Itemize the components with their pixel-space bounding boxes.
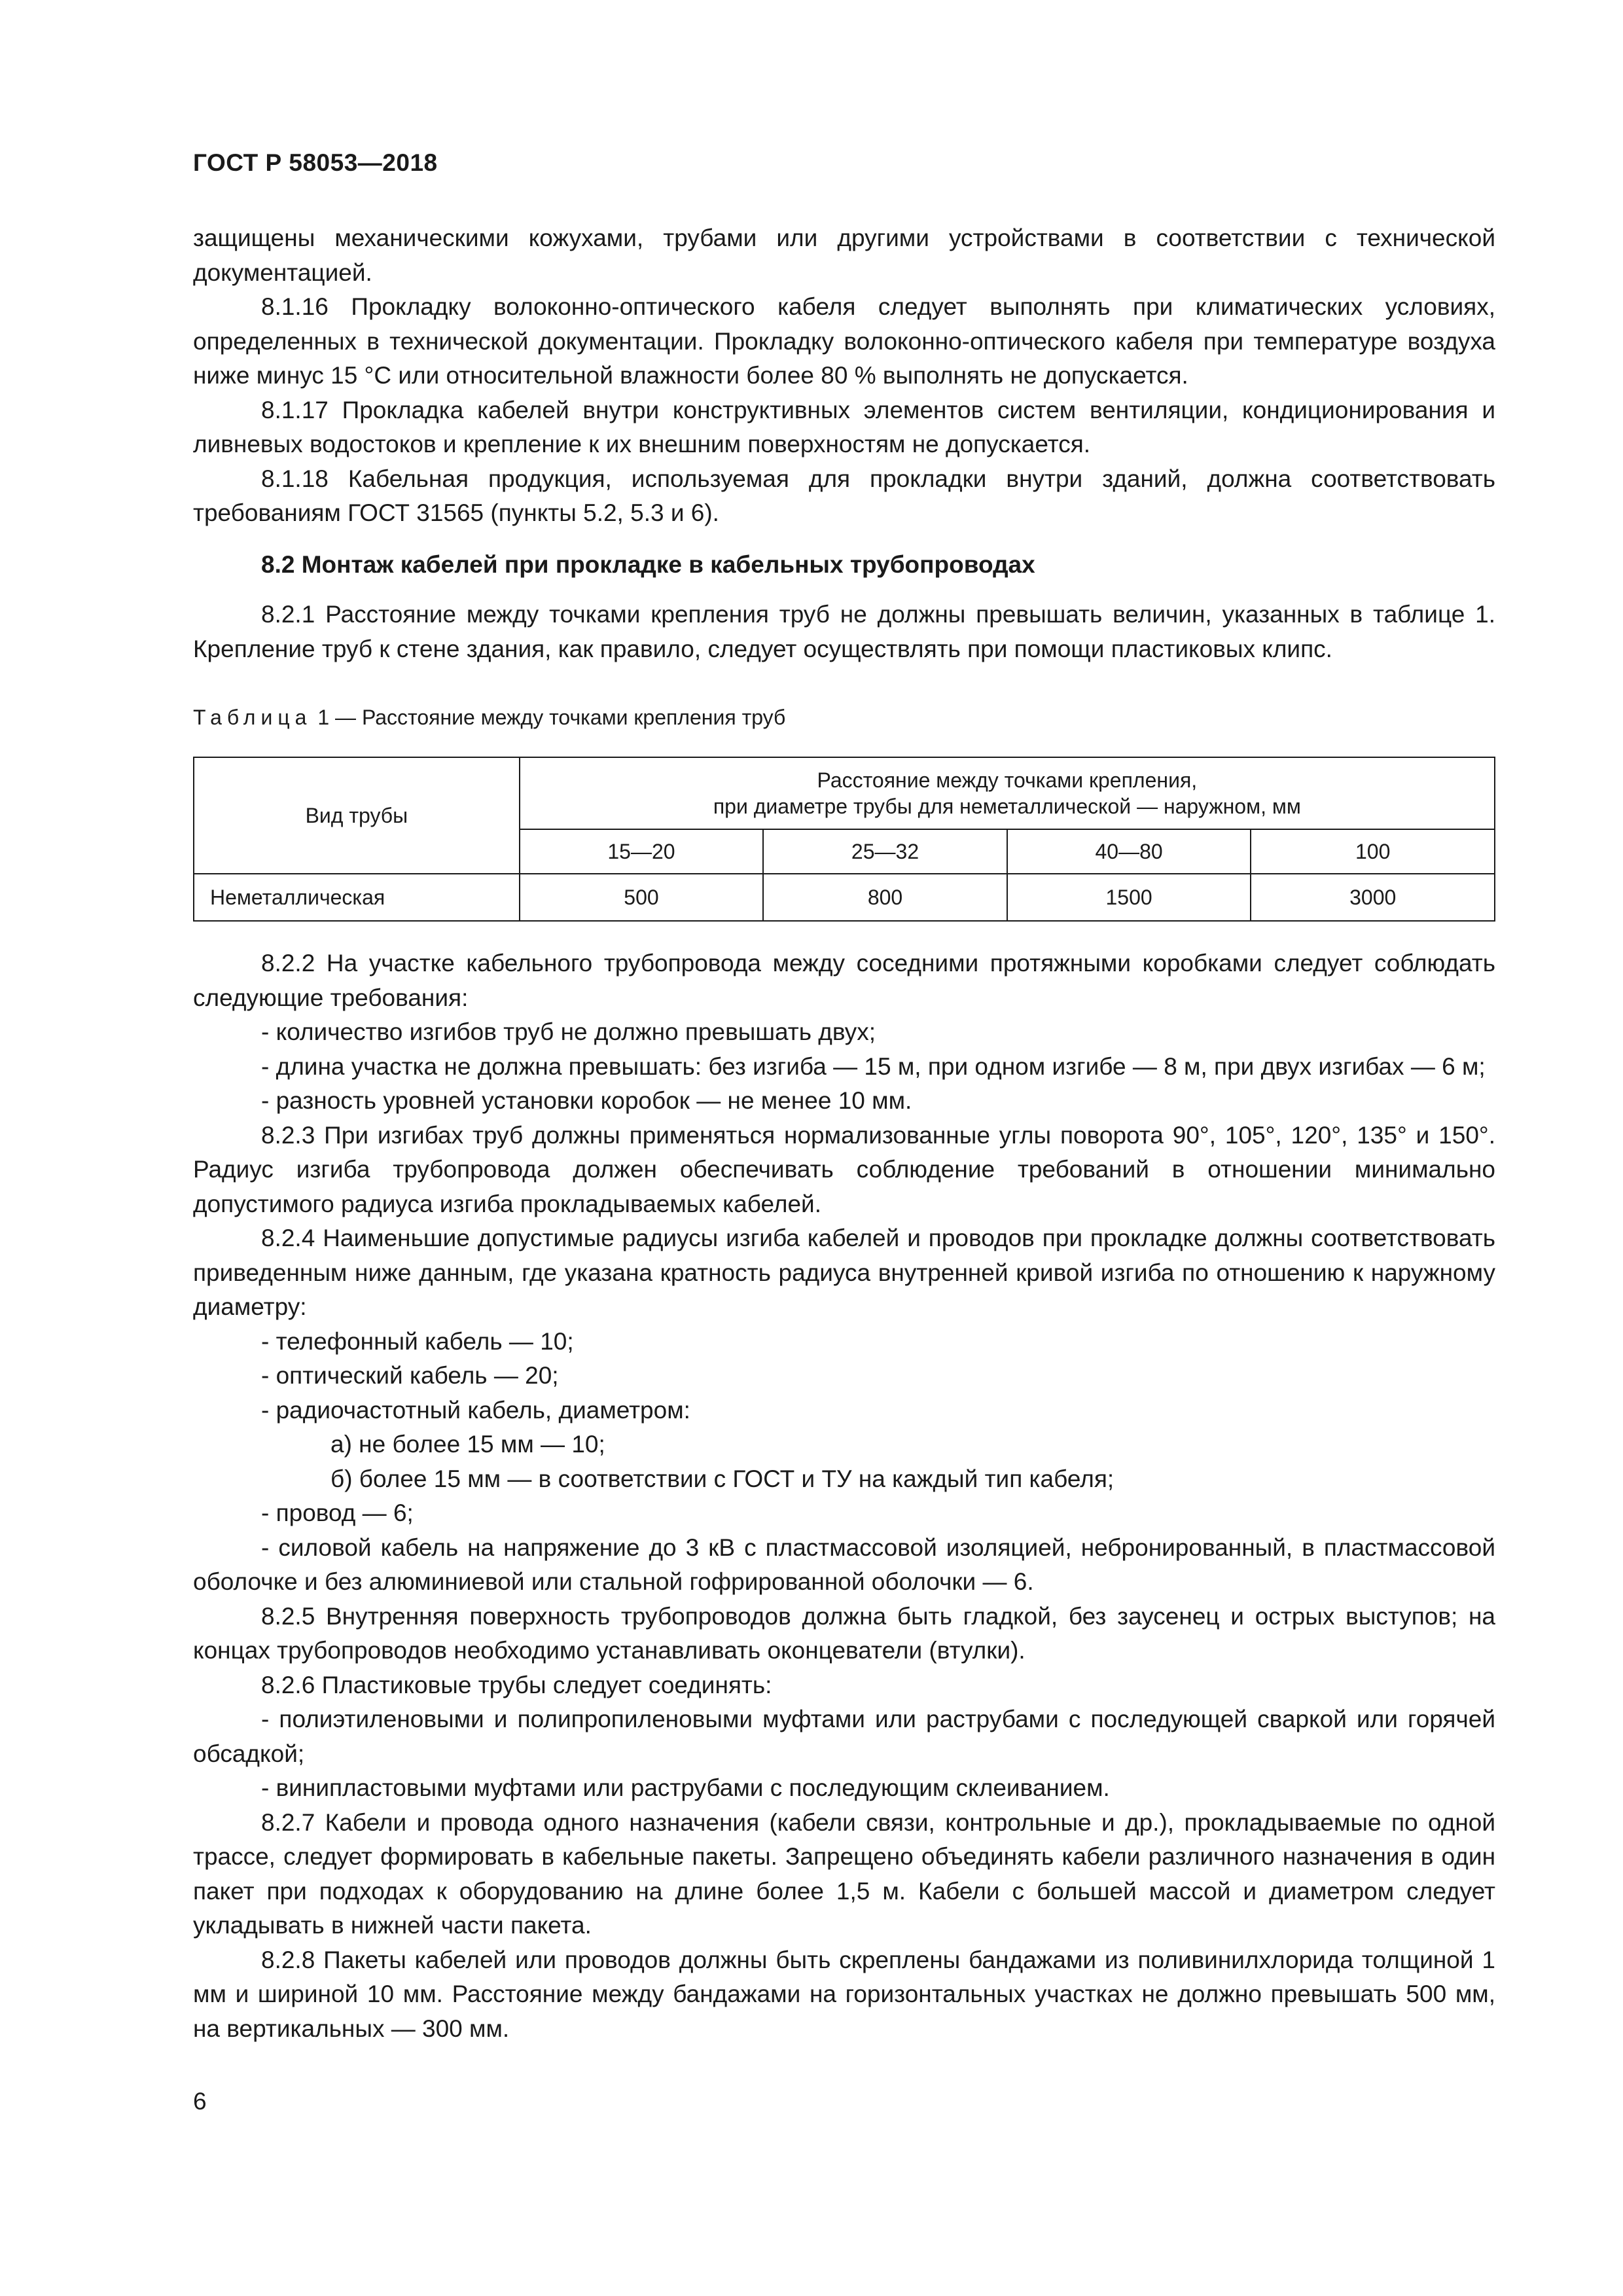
table-caption-label: Таблица [193,706,312,729]
document-header: ГОСТ Р 58053—2018 [193,149,438,176]
table-cell: 1500 [1007,874,1251,921]
page-number: 6 [193,2088,207,2115]
table-cell: 3000 [1251,874,1495,921]
paragraph-8-2-6: 8.2.6 Пластиковые трубы следует соединять: [261,1671,772,1698]
list-item: - количество изгибов труб не должно превышать двух; [261,1018,876,1045]
table-subheader-cell: 25—32 [763,829,1007,874]
list-item: - радиочастотный кабель, диаметром: [261,1396,690,1424]
sub-list-item: а) не более 15 мм — 10; [330,1431,605,1458]
paragraph-8-2-4: 8.2.4 Наименьшие допустимые радиусы изгиба кабелей и проводов при прокладке должны соответствовать приведенным ниже данным, где указана кратность радиуса внутренней кривой изгиба по отношению к наружному диаметру: [193,1225,1495,1320]
list-item: - полиэтиленовыми и полипропиленовыми муфтами или раструбами с последующей сваркой или горячей обсадкой; [193,1706,1495,1767]
distance-header-line2: при диаметре трубы для неметаллической — наружном, мм [713,795,1301,818]
table-cell: 800 [763,874,1007,921]
spacing-table [193,757,1495,922]
paragraph-8-2-5: 8.2.5 Внутренняя поверхность трубопроводов должна быть гладкой, без заусенец и острых выступов; на концах трубопроводов необходимо устанавливать оконцеватели (втулки). [193,1602,1495,1664]
sub-list-item: б) более 15 мм — в соответствии с ГОСТ и ТУ на каждый тип кабеля; [330,1465,1115,1492]
section-heading: 8.2 Монтаж кабелей при прокладке в кабельных трубопроводах [261,550,1035,578]
paragraph-8-2-2: 8.2.2 На участке кабельного трубопровода между соседними протяжными коробками следует соблюдать следующие требования: [193,950,1495,1011]
list-item: - разность уровней установки коробок — не менее 10 мм. [261,1087,912,1114]
paragraph-8-1-18: 8.1.18 Кабельная продукция, используемая для прокладки внутри зданий, должна соответствовать требованиям ГОСТ 31565 (пункты 5.2, 5.3 и 6). [193,465,1495,526]
table-caption-title: 1 — Расстояние между точками крепления труб [317,706,786,729]
list-item: - длина участка не должна превышать: без изгиба — 15 м, при одном изгибе — 8 м, при двух изгибах — 6 м; [261,1052,1486,1080]
table-header-row [194,757,1495,829]
pipe-type-label: Вид трубы [305,804,408,827]
paragraph-8-2-3: 8.2.3 При изгибах труб должны применяться нормализованные углы поворота 90°, 105°, 120°, 135° и 150°. Радиус изгиба трубопровода должен обеспечивать соблюдение требований в отношении минимально допустимого радиуса изгиба прокладываемых кабелей. [193,1121,1495,1217]
paragraph-8-2-7: 8.2.7 Кабели и провода одного назначения (кабели связи, контрольные и др.), прокладываемые по одной трассе, следует формировать в кабельные пакеты. Запрещено объединять кабели различного назначения в один пакет при подходах к оборудованию на длине более 1,5 м. Кабели с большей массой и диаметром следует укладывать в нижней части пакета. [193,1808,1495,1939]
list-item: - оптический кабель — 20; [261,1362,559,1389]
list-item: - провод — 6; [261,1499,414,1526]
table-header-pipe-type [194,757,520,874]
table-header-distance [520,757,1495,829]
document-body [193,221,1495,2046]
paragraph: защищены механическими кожухами, трубами или другими устройствами в соответствии с технической документацией. [193,224,1495,286]
document-page [193,0,1495,2296]
table-cell: 500 [520,874,764,921]
table-caption [193,704,1495,730]
paragraph-8-2-1: 8.2.1 Расстояние между точками крепления труб не должны превышать величин, указанных в таблице 1. Крепление труб к стене здания, как правило, следует осуществлять при помощи пластиковых клипс. [193,601,1495,662]
list-item: - винипластовыми муфтами или раструбами с последующим склеиванием. [261,1774,1110,1801]
distance-header-line1: Расстояние между точками крепления, [817,768,1198,792]
paragraph-8-1-16: 8.1.16 Прокладку волоконно-оптического кабеля следует выполнять при климатических условиях, определенных в технической документации. Прокладку волоконно-оптического кабеля при температуре воздуха ниже минус 15 °С или относительной влажности более 80 % выполнять не допускается. [193,293,1495,389]
table-row-label: Неметаллическая [194,874,520,921]
list-item: - телефонный кабель — 10; [261,1327,574,1355]
paragraph-8-1-17: 8.1.17 Прокладка кабелей внутри конструктивных элементов систем вентиляции, кондиционирования и ливневых водостоков и крепление к их внешним поверхностям не допускается. [193,396,1495,457]
table-subheader-cell: 40—80 [1007,829,1251,874]
table-row [194,874,1495,921]
table-subheader-cell: 100 [1251,829,1495,874]
paragraph-8-2-8: 8.2.8 Пакеты кабелей или проводов должны быть скреплены бандажами из поливинилхлорида толщиной 1 мм и шириной 10 мм. Расстояние между бандажами на горизонтальных участках не должно превышать 500 мм, на вертикальных — 300 мм. [193,1946,1495,2042]
list-item: - силовой кабель на напряжение до 3 кВ с пластмассовой изоляцией, небронированный, в пластмассовой оболочке и без алюминиевой или стальной гофрированной оболочки — 6. [193,1534,1495,1595]
table-subheader-cell: 15—20 [520,829,764,874]
